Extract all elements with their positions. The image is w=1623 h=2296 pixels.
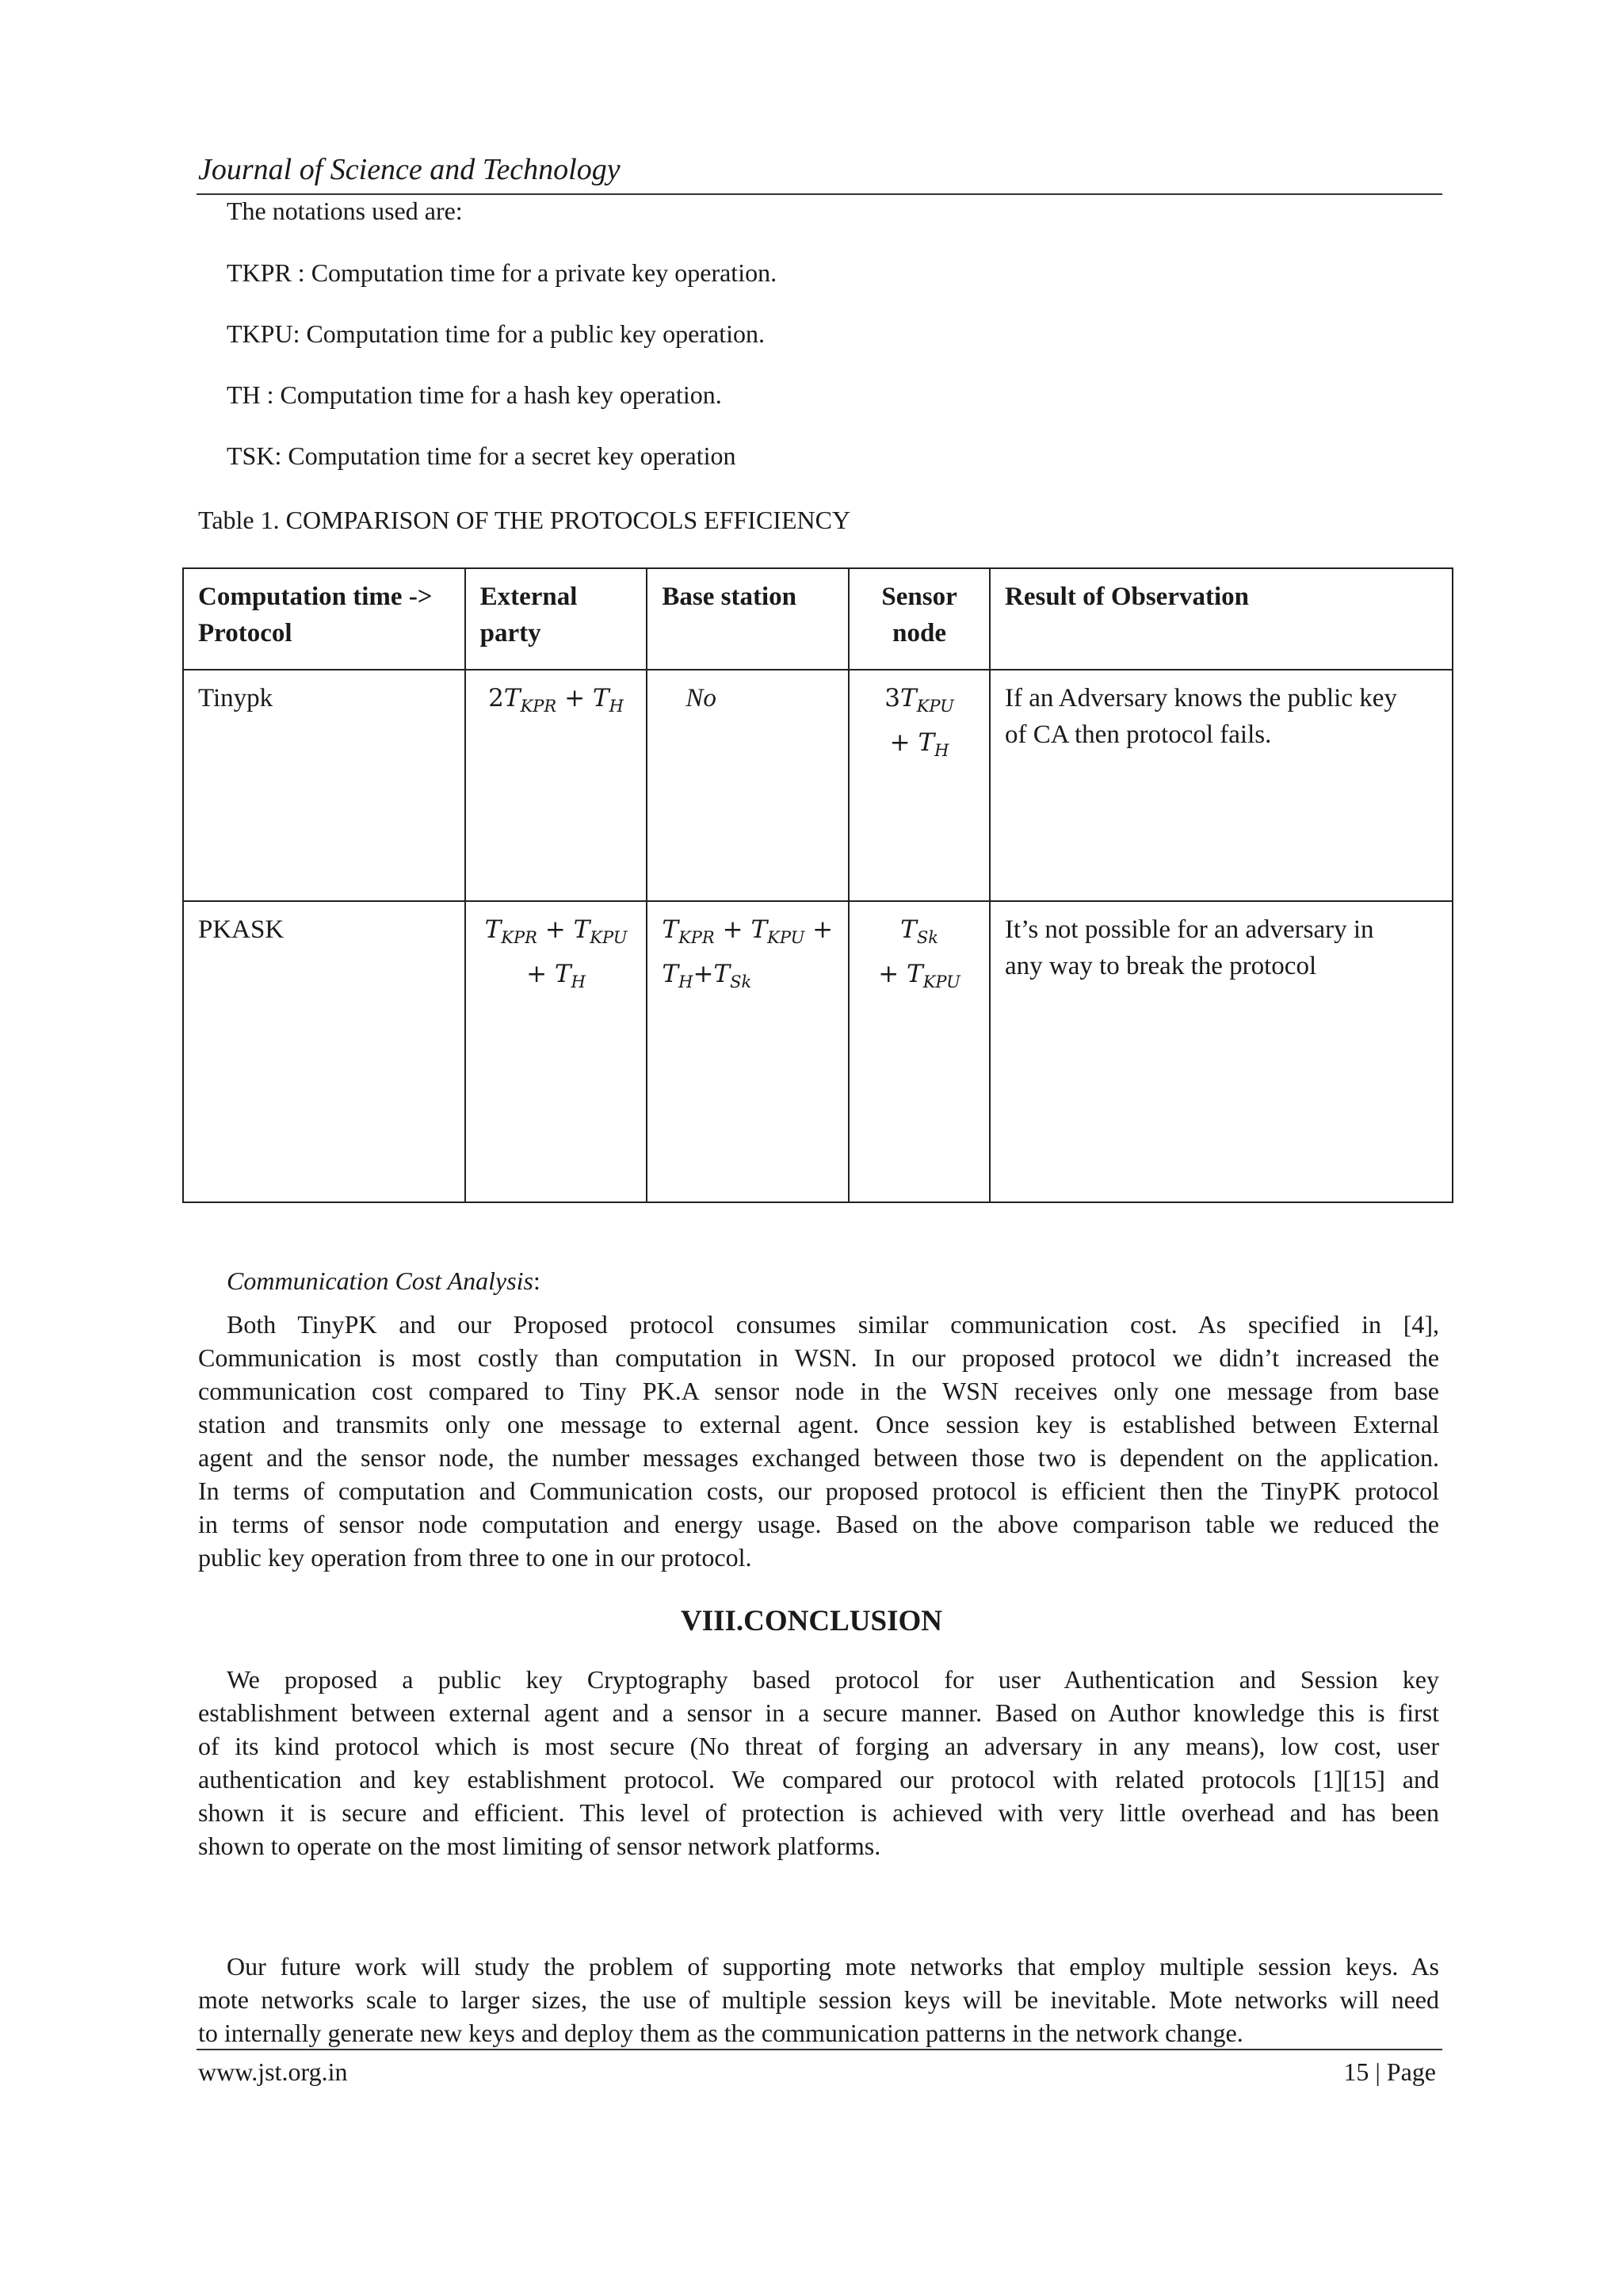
future-work-paragraph: Our future work will study the problem of supporting mote networks that employ multiple session keys. As mote networks scale to larger sizes, the use of multiple session keys will be inevitable. Mote networks will need to internally generate new keys and deploy them as the communication patterns in the network change. xyxy=(198,1952,1439,2047)
header-base-station: Base station xyxy=(647,568,849,670)
notation-tkpr: TKPR : Computation time for a private key operation. xyxy=(227,258,777,287)
protocol-name: PKASK xyxy=(183,901,465,1202)
formula-plus-tkpu: + $T_{KPU}$ xyxy=(878,960,960,992)
formula-plus-th: + $T_H$ xyxy=(526,960,586,992)
journal-title: Journal of Science and Technology xyxy=(198,153,621,186)
header-protocol: Computation time -> Protocol xyxy=(183,568,465,670)
base-station-cost xyxy=(647,901,849,1202)
header-observation: Result of Observation xyxy=(990,568,1453,670)
communication-paragraph: Both TinyPK and our Proposed protocol consumes similar communication cost. As specified in [4], Communication is most costly than computation in WSN. In our proposed protocol we didn’t increased the communication cost compared to Tiny PK.A sensor node in the WSN receives only one message from base station and transmits only one message to external agent. Once session key is established between External agent and the sensor node, the number messages exchanged between those two is dependent on the application. In terms of computation and Communication costs, our proposed protocol is efficient then the TinyPK protocol in terms of sensor node computation and energy usage. Based on the above comparison table we reduced the public key operation from three to one in our protocol. xyxy=(198,1310,1439,1572)
protocol-name: Tinypk xyxy=(183,670,465,901)
base-station-cost: No xyxy=(647,670,849,901)
header-rule xyxy=(197,193,1442,195)
notation-th: TH : Computation time for a hash key operation. xyxy=(227,380,722,409)
formula-tsk: $T_{Sk}$ xyxy=(900,915,938,948)
footer-rule xyxy=(197,2049,1442,2050)
notations-intro: The notations used are: xyxy=(227,197,463,225)
footer-website[interactable]: www.jst.org.in xyxy=(198,2057,348,2086)
formula-3tkpu: $3T_{KPU}$ xyxy=(884,684,954,716)
table-row xyxy=(183,901,1453,1202)
external-party-cost xyxy=(465,670,647,901)
header-external-party: External party xyxy=(465,568,647,670)
observation-text: It’s not possible for an adversary in any way to break the protocol xyxy=(990,901,1453,1202)
formula-2tkpr-th: $2T_{KPR} + T_H$ xyxy=(488,684,624,716)
observation-text: If an Adversary knows the public key of CA then protocol fails. xyxy=(990,670,1453,901)
table-header-row xyxy=(183,568,1453,670)
notation-tsk: TSK: Computation time for a secret key operation xyxy=(227,441,736,470)
sensor-node-cost xyxy=(849,670,990,901)
conclusion-title: VIII.CONCLUSION xyxy=(681,1605,942,1637)
formula-tkpr-tkpu: $T_{KPR} + T_{KPU}$ xyxy=(484,915,628,948)
table-row xyxy=(183,670,1453,901)
comparison-table xyxy=(182,567,1453,1203)
table-caption: Table 1. COMPARISON OF THE PROTOCOLS EFFICIENCY xyxy=(198,506,851,534)
footer-page-number: 15 | Page xyxy=(1343,2057,1436,2086)
sensor-node-cost xyxy=(849,901,990,1202)
formula-plus-th: + $T_H$ xyxy=(889,728,949,761)
external-party-cost xyxy=(465,901,647,1202)
notation-tkpu: TKPU: Computation time for a public key operation. xyxy=(227,319,765,348)
formula-th-tsk: $T_H+T_{Sk}$ xyxy=(662,960,752,992)
communication-subhead: Communication Cost Analysis: xyxy=(227,1266,540,1295)
formula-tkpr-tkpu-plus: $T_{KPR} + T_{KPU}$ + xyxy=(662,915,834,948)
header-sensor-node: Sensor node xyxy=(849,568,990,670)
conclusion-paragraph: We proposed a public key Cryptography based protocol for user Authentication and Session key establishment between external agent and a sensor in a secure manner. Based on Author knowledge this is first of its kind protocol which is most secure (No threat of forging an adversary in any means), low cost, user authentication and key establishment protocol. We compared our protocol with related protocols [1][15] and shown it is secure and efficient. This level of protection is achieved with very little overhead and has been shown to operate on the most limiting of sensor network platforms. xyxy=(198,1665,1439,1860)
